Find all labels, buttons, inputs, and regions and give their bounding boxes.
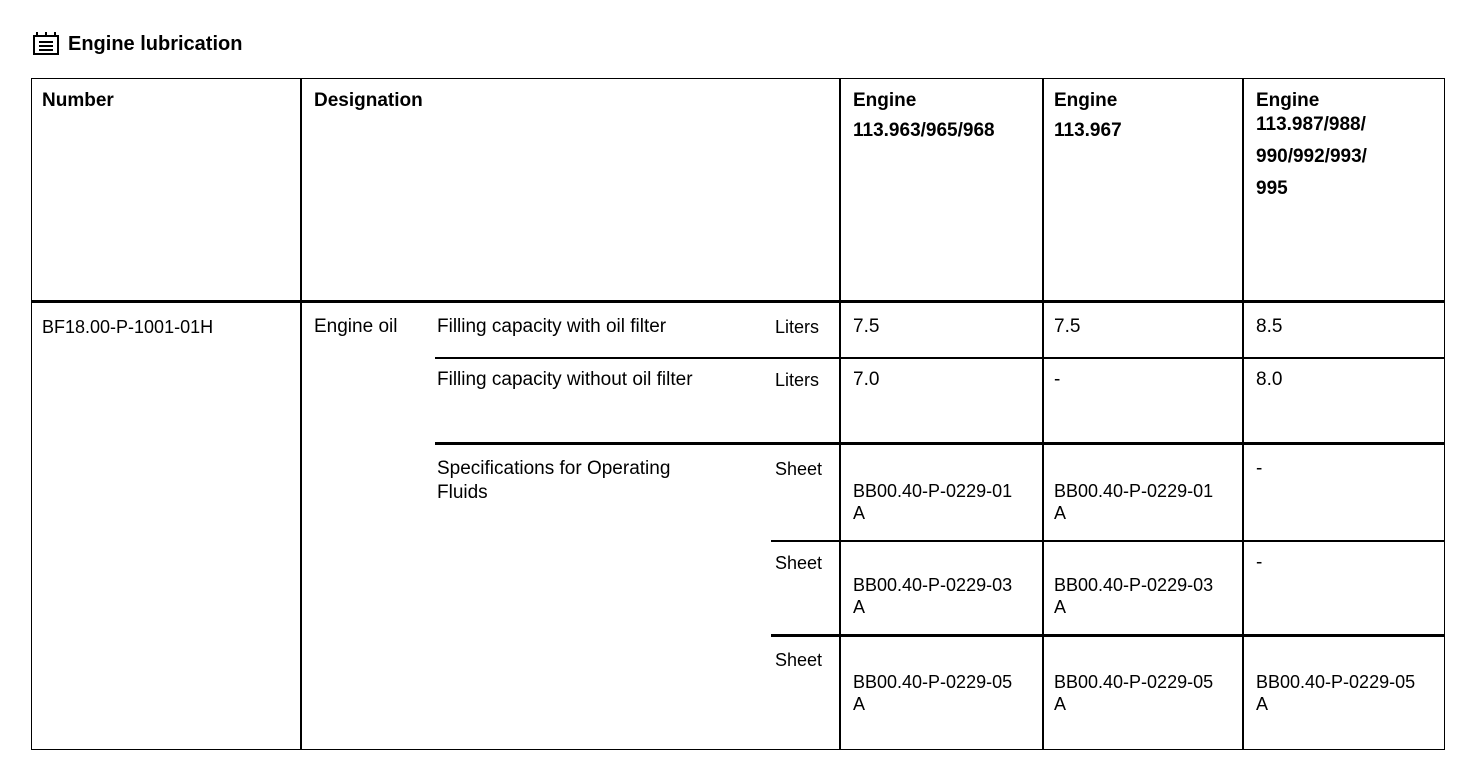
row-1-engine-b: 7.5 bbox=[1054, 316, 1081, 337]
row-3-unit: Sheet bbox=[775, 459, 823, 479]
header-engine-a bbox=[843, 79, 1041, 153]
row-2-designation: Filling capacity without oil filter bbox=[437, 369, 693, 390]
row-3-engine-b bbox=[1044, 479, 1242, 535]
header-designation: Designation bbox=[314, 90, 423, 111]
row-4-engine-a-line1: BB00.40-P-0229-03 bbox=[853, 575, 1013, 595]
row-1-engine-c: 8.5 bbox=[1256, 316, 1283, 337]
row-3-engine-c: - bbox=[1256, 458, 1263, 479]
row-4-unit: Sheet bbox=[775, 553, 823, 573]
row-5-engine-b bbox=[1044, 670, 1242, 726]
row-5-unit: Sheet bbox=[775, 650, 823, 670]
row-5-engine-a bbox=[843, 670, 1041, 726]
header-engine-b-line1: Engine bbox=[1054, 90, 1118, 111]
row-divider bbox=[771, 634, 1444, 637]
row-4-engine-a bbox=[843, 573, 1041, 629]
row-1-designation: Filling capacity with oil filter bbox=[437, 316, 667, 337]
row-divider bbox=[771, 540, 1444, 542]
row-2-unit: Liters bbox=[775, 370, 820, 390]
row-5-engine-c-line2: A bbox=[1256, 694, 1269, 714]
row-3-engine-b-line2: A bbox=[1054, 503, 1067, 523]
header-engine-b bbox=[1044, 79, 1242, 153]
manual-icon bbox=[32, 30, 62, 58]
row-4-engine-a-line2: A bbox=[853, 597, 866, 617]
row-2-engine-a: 7.0 bbox=[853, 369, 880, 390]
header-divider bbox=[32, 300, 1444, 303]
header-engine-c-line3: 990/992/993/ bbox=[1256, 146, 1367, 167]
row-5-engine-b-line1: BB00.40-P-0229-05 bbox=[1054, 672, 1214, 692]
divider bbox=[1042, 79, 1044, 749]
row-1-unit: Liters bbox=[775, 317, 820, 337]
row-3-designation-line2: Fluids bbox=[437, 482, 488, 503]
row-2-engine-c: 8.0 bbox=[1256, 369, 1283, 390]
row-3-designation-line1: Specifications for Operating bbox=[437, 458, 671, 479]
row-5-engine-a-line1: BB00.40-P-0229-05 bbox=[853, 672, 1013, 692]
row-4-engine-b bbox=[1044, 573, 1242, 629]
header-number: Number bbox=[42, 90, 114, 111]
row-3-engine-a-line1: BB00.40-P-0229-01 bbox=[853, 481, 1013, 501]
divider bbox=[839, 79, 841, 749]
row-group: Engine oil bbox=[314, 316, 398, 337]
section-title bbox=[32, 28, 242, 60]
row-5-engine-c-line1: BB00.40-P-0229-05 bbox=[1256, 672, 1416, 692]
row-3-engine-a bbox=[843, 479, 1041, 535]
header-engine-c-line2: 113.987/988/ bbox=[1256, 114, 1366, 135]
section-title-text: Engine lubrication bbox=[68, 32, 243, 55]
row-divider bbox=[435, 442, 1444, 445]
row-3-engine-b-line1: BB00.40-P-0229-01 bbox=[1054, 481, 1214, 501]
row-4-engine-b-line1: BB00.40-P-0229-03 bbox=[1054, 575, 1214, 595]
row-divider bbox=[435, 357, 1444, 359]
row-4-engine-c: - bbox=[1256, 552, 1263, 573]
row-2-engine-b: - bbox=[1054, 369, 1061, 390]
divider bbox=[1242, 79, 1244, 749]
row-5-engine-b-line2: A bbox=[1054, 694, 1067, 714]
header-engine-c bbox=[1246, 79, 1442, 211]
header-engine-c-line4: 995 bbox=[1256, 178, 1288, 199]
row-number: BF18.00-P-1001-01H bbox=[42, 317, 214, 337]
row-5-engine-c bbox=[1246, 670, 1442, 726]
row-1-engine-a: 7.5 bbox=[853, 316, 880, 337]
lubrication-table bbox=[31, 78, 1445, 750]
header-engine-a-line2: 113.963/965/968 bbox=[853, 120, 995, 141]
divider bbox=[300, 79, 302, 749]
row-3-engine-a-line2: A bbox=[853, 503, 866, 523]
header-engine-b-line2: 113.967 bbox=[1054, 120, 1122, 141]
header-engine-c-line1: Engine bbox=[1256, 90, 1320, 111]
row-4-engine-b-line2: A bbox=[1054, 597, 1067, 617]
header-engine-a-line1: Engine bbox=[853, 90, 917, 111]
row-5-engine-a-line2: A bbox=[853, 694, 866, 714]
row-3-designation bbox=[427, 457, 767, 515]
